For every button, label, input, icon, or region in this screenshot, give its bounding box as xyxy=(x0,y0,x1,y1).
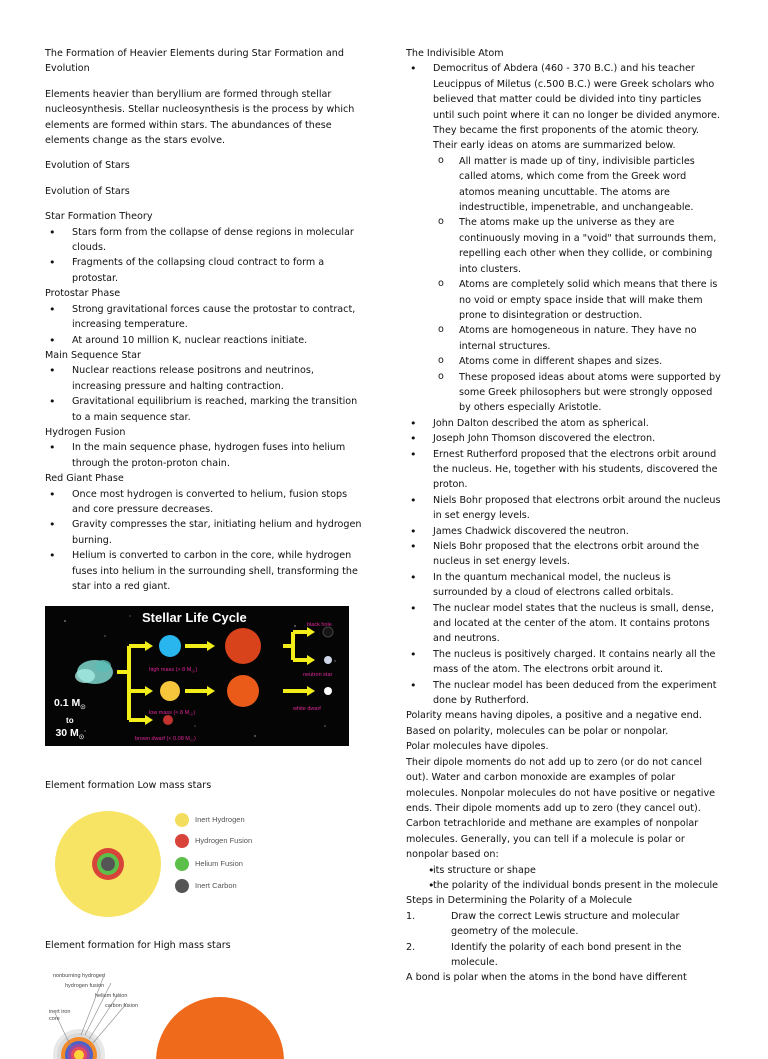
list-item: • Democritus of Abdera (460 - 370 B.C.) and his teacher Leucippus of Miletus (c.500 B.C.) were Greek scholars who believed that matter could be divided into tiny particles until such point where it can no longer be divided anymore. They became the first proponents of the atomic theory. Their early ideas on atoms are summarized below. xyxy=(406,61,722,153)
bond-text: A bond is polar when the atoms in the bond have different xyxy=(406,972,687,984)
mass-bot: 30 M xyxy=(55,726,79,739)
brown-dwarf-text: brown dwarf (< 0.08 M xyxy=(135,736,190,743)
section-heading: Hydrogen Fusion xyxy=(45,426,126,438)
atom-title: The Indivisible Atom xyxy=(406,48,504,59)
paren: ) xyxy=(193,736,196,743)
low-mass-text: low mass (< 8 M xyxy=(149,710,190,717)
list-item: • Fragments of the collapsing cloud contract to form a protostar. xyxy=(45,255,363,286)
list-item: • James Chadwick discovered the neutron. xyxy=(406,524,722,539)
legend-dot xyxy=(175,834,189,848)
list-item: • In the quantum mechanical model, the nucleus is surrounded by a cloud of electrons called orbitals. xyxy=(406,570,722,601)
legend-label: Hydrogen Fusion xyxy=(195,835,253,845)
list-item: • Stars form from the collapse of dense regions in molecular clouds. xyxy=(45,225,363,256)
list-item: • Niels Bohr proposed that the electrons orbit around the nucleus in set energy levels. xyxy=(406,539,722,570)
carbon-fusion-label: carbon fusion xyxy=(105,1003,139,1010)
polar-have-dipoles: Polar molecules have dipoles. xyxy=(406,741,549,753)
list-item: • Niels Bohr proposed that electrons orbit around the nucleus in set energy levels. xyxy=(406,493,722,524)
list-item: • Once most hydrogen is converted to helium, fusion stops and core pressure decreases. xyxy=(45,487,363,518)
sun-symbol: ☉ xyxy=(191,669,196,675)
formation-title: The Formation of Heavier Elements during Star Formation and Evolution xyxy=(45,48,344,75)
bullet-list xyxy=(45,363,363,425)
inert-carbon-core xyxy=(101,857,115,871)
section-heading: Star Formation Theory xyxy=(45,211,153,223)
left-column xyxy=(45,46,363,1059)
bullet-list xyxy=(45,302,363,348)
bullet-list xyxy=(45,225,363,287)
list-item: • Gravity compresses the star, initiating helium and hydrogen burning. xyxy=(45,517,363,548)
sun-symbol: ☉ xyxy=(78,734,85,741)
nonburning-label: nonburning hydrogen xyxy=(53,973,105,980)
low-mass-label xyxy=(149,706,195,723)
step-text: Identify the polarity of each bond present in the molecule. xyxy=(451,941,682,968)
mass-mid: to xyxy=(66,715,74,725)
sun-symbol: ☉ xyxy=(189,738,194,744)
legend-item xyxy=(175,856,243,871)
list-item: o Atoms come in different shapes and sizes. xyxy=(406,354,722,369)
step-number: 1. xyxy=(406,910,416,922)
mass-range-label xyxy=(54,697,86,743)
list-item: o The atoms make up the universe as they are continuously moving in a "void" that surrounds them, repelling each other when they collide, or combining into clusters. xyxy=(406,215,722,277)
black-hole-label: black hole xyxy=(307,622,332,629)
section-heading: Red Giant Phase xyxy=(45,473,124,485)
bullet-list xyxy=(45,440,363,471)
list-item: • The nucleus is positively charged. It contains nearly all the mass of the atom. The electrons orbit around it. xyxy=(406,647,722,678)
list-item: • Ernest Rutherford proposed that the electrons orbit around the nucleus. He, together with his students, discovered the proton. xyxy=(406,447,722,493)
inert-iron-label: inert iron xyxy=(49,1009,71,1016)
section-heading: Main Sequence Star xyxy=(45,349,141,361)
bullet-list xyxy=(45,487,363,595)
helium-fusion-label: helium fusion xyxy=(95,993,128,1000)
paren: ) xyxy=(195,667,198,674)
list-item: • In the main sequence phase, hydrogen fuses into helium through the proton-proton chain. xyxy=(45,440,363,471)
list-item: • Joseph John Thomson discovered the electron. xyxy=(406,431,722,446)
section-heading: Protostar Phase xyxy=(45,288,121,300)
list-item: • John Dalton described the atom as spherical. xyxy=(406,416,722,431)
list-item: • Helium is converted to carbon in the core, while hydrogen fuses into helium in the surrounding shell, transforming the star into a red giant. xyxy=(45,548,363,594)
step-number: 2. xyxy=(406,941,416,953)
sun-symbol: ☉ xyxy=(189,712,194,718)
low-mass-caption: Element formation Low mass stars xyxy=(45,780,212,792)
hydrogen-fusion-label: hydrogen fusion xyxy=(65,983,105,990)
right-column xyxy=(406,46,722,986)
step-row xyxy=(406,909,722,940)
list-item: • its structure or shape xyxy=(406,863,722,878)
legend-item xyxy=(175,833,252,848)
step-row xyxy=(406,940,722,971)
list-item: o Atoms are completely solid which means that there is no void or empty space inside that will make them prone to disintegration or destruction. xyxy=(406,277,722,323)
list-item: o These proposed ideas about atoms were supported by some Greek philosophers but were strongly opposed by others especially Aristotle. xyxy=(406,370,722,416)
red-supergiant xyxy=(225,628,261,664)
list-item: • At around 10 million K, nuclear reactions initiate. xyxy=(45,333,363,348)
polarity-intro: Polarity means having dipoles, a positive and a negative end. Based on polarity, molecules can be polar or nonpolar. xyxy=(406,710,702,737)
legend-dot xyxy=(175,813,189,827)
stellar-life-cycle-figure xyxy=(45,606,349,746)
sun-symbol: ☉ xyxy=(80,705,86,712)
legend-dot xyxy=(175,857,189,871)
white-dwarf xyxy=(324,687,332,695)
list-item: • Gravitational equilibrium is reached, marking the transition to a main sequence star. xyxy=(45,394,363,425)
evolution-heading-1: Evolution of Stars xyxy=(45,160,130,172)
high-mass-caption: Element formation for High mass stars xyxy=(45,939,231,951)
scientists-list xyxy=(406,416,722,709)
red-giant xyxy=(227,675,259,707)
steps-title: Steps in Determining the Polarity of a Molecule xyxy=(406,895,633,907)
legend-label: Inert Hydrogen xyxy=(195,814,245,824)
evolution-heading-2: Evolution of Stars xyxy=(45,185,130,197)
list-item: o Atoms are homogeneous in nature. They have no internal structures. xyxy=(406,323,722,354)
legend-dot xyxy=(175,879,189,893)
high-mass-text: high mass (> 8 M xyxy=(149,667,192,674)
paren: ) xyxy=(193,710,196,717)
legend-item xyxy=(175,812,245,827)
polarity-text: Their dipole moments do not add up to zero (or do not cancel out). Water and carbon monoxide are examples of polar molecules. Nonpolar molecules do not have positive or negative ends. Their dipole moments add up to zero (they cancel out). Carbon tetrachloride and methane are examples of nonpolar molecules. Generally, you can tell if a molecule is polar or nonpolar based on: xyxy=(406,756,716,861)
list-item: • The nuclear model has been deduced from the experiment done by Rutherford. xyxy=(406,678,722,709)
white-dwarf-label: white dwarf xyxy=(293,706,321,713)
yellow-star xyxy=(160,681,180,701)
list-item: • the polarity of the individual bonds present in the molecule xyxy=(406,878,722,893)
brown-dwarf-label xyxy=(135,732,196,749)
mass-top: 0.1 M xyxy=(54,697,81,710)
orange-giant xyxy=(156,997,284,1059)
low-mass-star-figure xyxy=(45,802,275,932)
polarity-basis-list xyxy=(406,863,722,894)
star-phases xyxy=(45,209,363,594)
high-mass-label xyxy=(149,663,197,680)
legend-label: Helium Fusion xyxy=(195,858,243,868)
democritus-list xyxy=(406,61,722,153)
step-text: Draw the correct Lewis structure and molecular geometry of the molecule. xyxy=(451,910,680,938)
neutron-star-label: neutron star xyxy=(303,672,333,679)
core-label: core xyxy=(49,1016,60,1023)
list-item: o All matter is made up of tiny, indivisible particles called atoms, which come from the Greek word atomos meaning uncuttable. The atoms are indestructible, impenetrable, and unchangeable. xyxy=(406,154,722,216)
list-item: • Strong gravitational forces cause the protostar to contract, increasing temperature. xyxy=(45,302,363,333)
high-mass-star-figure xyxy=(45,963,295,1059)
atom-ideas-list xyxy=(406,154,722,416)
legend-item xyxy=(175,878,237,893)
life-cycle-title: Stellar Life Cycle xyxy=(142,610,247,626)
blue-star xyxy=(159,635,181,657)
legend-label: Inert Carbon xyxy=(195,880,237,890)
list-item: • Nuclear reactions release positrons and neutrinos, increasing pressure and halting contraction. xyxy=(45,363,363,394)
nebula-cloud xyxy=(75,660,113,684)
formation-intro: Elements heavier than beryllium are formed through stellar nucleosynthesis. Stellar nucleosynthesis is the process by which elements are formed within stars. The abundances of these elements change as the stars evolve. xyxy=(45,88,355,147)
neutron-star xyxy=(324,656,332,664)
list-item: • The nuclear model states that the nucleus is small, dense, and located at the center of the atom. It contains protons and neutrons. xyxy=(406,601,722,647)
low-mass-star-diagram xyxy=(55,802,175,932)
